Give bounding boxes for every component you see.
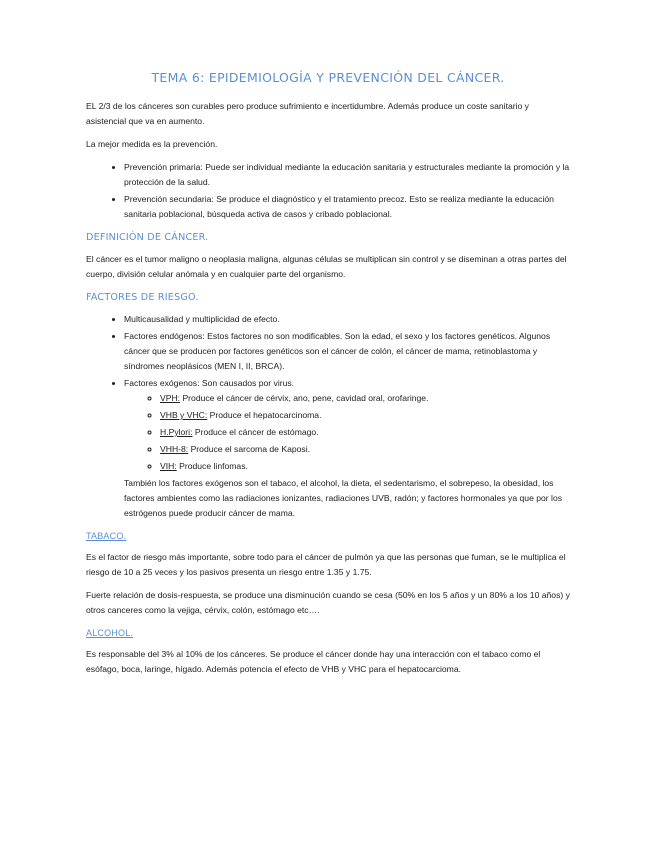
virus-name: VIH:: [160, 461, 177, 471]
virus-text: Produce el cáncer de estómago.: [192, 427, 319, 437]
list-item: [160, 425, 570, 440]
alcohol-paragraph: Es responsable del 3% al 10% de los cánceres. Se produce el cáncer donde hay una interacción con el tabaco como el esófago, boca, laringe, hígado. Además potencia el efecto de VHB y VHC para el hepatocarcioma.: [86, 649, 541, 674]
virus-text: Produce el hepatocarcinoma.: [207, 410, 322, 420]
intro-paragraph: EL 2/3 de los cánceres son curables pero produce sufrimiento e incertidumbre. Además produce un coste sanitario y asistencial que va en aumento.: [86, 101, 529, 126]
tabaco-paragraph: Es el factor de riesgo más importante, sobre todo para el cáncer de pulmón ya que las personas que fuman, se le multiplica el riesgo de 10 a 25 veces y los pasivos presenta un riesgo entre 1.35 y 1.75.: [86, 552, 566, 577]
virus-name: H.Pylori:: [160, 427, 193, 437]
section-heading-definition: DEFINICIÓN DE CÁNCER.: [86, 232, 209, 243]
list-item-text: Factores exógenos: Son causados por virus.: [124, 378, 295, 388]
list-item: • Factores endógenos: Estos factores no son modificables. Son la edad, el sexo y los factores genéticos. Algunos cáncer que se producen por factores genéticos son el cáncer de colón, el cáncer de mama, retinoblastoma y síndromes neoplásicos (MEN I, II, BRCA).: [124, 329, 570, 374]
list-item: • Prevención secundaria: Se produce el diagnóstico y el tratamiento precoz. Esto se realiza mediante la educación sanitaria poblacional, búsqueda activa de casos y cribado poblacional.: [124, 192, 570, 222]
section-heading-risk-factors: FACTORES DE RIESGO.: [86, 292, 199, 303]
risk-factors-list: [86, 312, 570, 521]
section-heading-alcohol: ALCOHOL.: [86, 628, 134, 638]
virus-text: Produce el cáncer de cérvix, ano, pene, cavidad oral, orofaringe.: [180, 393, 429, 403]
list-item: • Multicausalidad y multiplicidad de efecto.: [124, 312, 570, 327]
virus-name: VHH-8:: [160, 444, 189, 454]
virus-name: VPH:: [160, 393, 181, 403]
list-item: [160, 391, 570, 406]
exogenous-note: También los factores exógenos son el tabaco, el alcohol, la dieta, el sedentarismo, el sobrepeso, la obesidad, los factores ambientes como las radiaciones ionizantes, radiaciones UVB, radón; y factores hormonales ya que por los estrógenos puede producir cáncer de mama.: [124, 478, 563, 518]
virus-text: Produce linfomas.: [176, 461, 248, 471]
virus-list: [124, 391, 570, 474]
section-heading-tabaco: TABACO.: [86, 531, 127, 541]
list-item: [160, 459, 570, 474]
virus-text: Produce el sarcoma de Kaposi.: [188, 444, 310, 454]
document-title: TEMA 6: EPIDEMIOLOGÍA Y PREVENCIÓN DEL CÁNCER.: [151, 70, 505, 85]
list-item: • Prevención primaria: Puede ser individual mediante la educación sanitaria y estructurales mediante la promoción y la protección de la salud.: [124, 160, 570, 190]
definition-paragraph: El cáncer es el tumor maligno o neoplasia maligna, algunas células se multiplican sin control y se diseminan a otras partes del cuerpo, división celular anómala y en cualquier parte del organismo.: [86, 254, 567, 279]
prevention-list: [86, 160, 570, 222]
virus-name: VHB y VHC:: [160, 410, 208, 420]
list-item: [124, 376, 570, 521]
intro-statement: La mejor medida es la prevención.: [86, 139, 218, 149]
tabaco-paragraph: Fuerte relación de dosis-respuesta, se produce una disminución cuando se cesa (50% en los 5 años y un 80% a los 10 años) y otros canceres como la vejiga, cérvix, colón, estómago etc….: [86, 590, 570, 615]
list-item: [160, 408, 570, 423]
list-item: [160, 442, 570, 457]
